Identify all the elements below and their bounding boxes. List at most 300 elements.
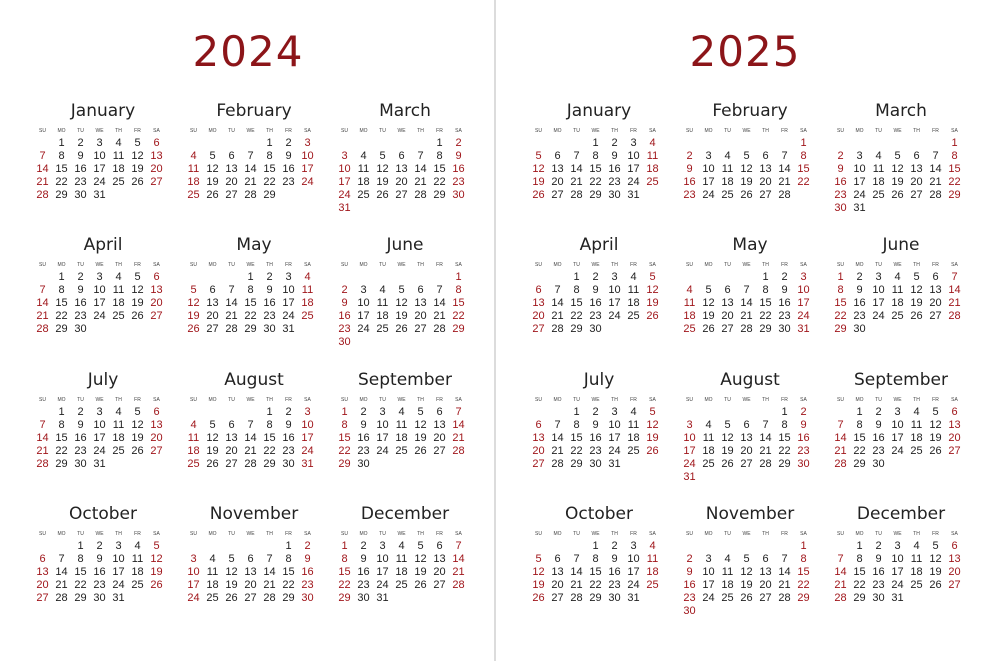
day-number: 26 (187, 323, 200, 335)
day-number: 28 (263, 592, 276, 604)
day-number: 9 (875, 419, 882, 431)
day-number: 23 (93, 579, 106, 591)
day-number: 12 (206, 432, 219, 444)
day-number: 6 (228, 150, 235, 162)
day-number: 2 (285, 137, 292, 149)
day-number: 20 (225, 176, 238, 188)
day-number: 14 (551, 432, 564, 444)
day-number: 18 (395, 566, 408, 578)
day-number: 25 (301, 310, 314, 322)
day-number: 6 (535, 419, 542, 431)
day-number: 28 (778, 189, 791, 201)
week-row (529, 176, 669, 189)
day-number: 4 (913, 540, 920, 552)
day-number: 21 (778, 176, 791, 188)
day-number: 25 (206, 592, 219, 604)
day-number: 23 (301, 579, 314, 591)
day-number: 25 (872, 189, 885, 201)
day-number: 31 (797, 323, 810, 335)
day-number: 20 (948, 566, 961, 578)
day-number: 21 (759, 445, 772, 457)
month-name: March (875, 101, 927, 121)
week-row (680, 284, 820, 297)
day-number: 10 (683, 432, 696, 444)
day-number: 23 (74, 176, 87, 188)
weekday-label: WE (246, 128, 255, 134)
day-number: 18 (646, 163, 659, 175)
week-row (831, 189, 971, 202)
week-row (831, 540, 971, 553)
day-number: 26 (395, 323, 408, 335)
day-number: 1 (573, 406, 580, 418)
day-number: 17 (872, 297, 885, 309)
day-number: 20 (206, 310, 219, 322)
day-number: 11 (131, 553, 144, 565)
day-number: 2 (592, 271, 599, 283)
day-number: 1 (573, 271, 580, 283)
weekday-label: TU (379, 128, 386, 134)
day-number: 3 (611, 406, 618, 418)
day-number: 15 (778, 432, 791, 444)
weekday-label: TU (379, 531, 386, 537)
day-number: 29 (589, 592, 602, 604)
day-number: 23 (589, 310, 602, 322)
day-number: 18 (683, 310, 696, 322)
day-number: 30 (853, 323, 866, 335)
day-number: 25 (395, 579, 408, 591)
day-number: 17 (627, 566, 640, 578)
day-number: 24 (357, 323, 370, 335)
day-number: 3 (341, 150, 348, 162)
day-number: 15 (452, 297, 465, 309)
day-number: 6 (743, 419, 750, 431)
day-number: 2 (686, 150, 693, 162)
weekday-header (529, 260, 669, 271)
week-row (529, 271, 669, 284)
day-number: 8 (58, 150, 65, 162)
day-number: 27 (532, 323, 545, 335)
day-number: 4 (360, 150, 367, 162)
day-number: 18 (627, 432, 640, 444)
day-number: 22 (74, 579, 87, 591)
day-number: 17 (301, 163, 314, 175)
day-number: 16 (338, 310, 351, 322)
day-number: 27 (551, 592, 564, 604)
week-row (184, 323, 324, 336)
day-number: 22 (589, 579, 602, 591)
day-number: 3 (630, 137, 637, 149)
day-number: 4 (894, 271, 901, 283)
day-number: 10 (112, 553, 125, 565)
day-number: 8 (58, 419, 65, 431)
day-number: 11 (206, 566, 219, 578)
day-number: 31 (627, 189, 640, 201)
weekday-label: MO (57, 531, 66, 537)
weekday-label: TH (913, 262, 920, 268)
week-row (335, 189, 475, 202)
day-number: 9 (837, 163, 844, 175)
day-number: 13 (551, 163, 564, 175)
weekday-label: TH (417, 128, 424, 134)
weekday-label: SA (153, 262, 160, 268)
week-row (335, 406, 475, 419)
day-number: 7 (39, 284, 46, 296)
weekday-label: SU (190, 531, 197, 537)
month-name: August (720, 370, 780, 390)
week-row (335, 579, 475, 592)
weekday-label: SU (190, 128, 197, 134)
day-number: 20 (150, 163, 163, 175)
day-number: 18 (357, 176, 370, 188)
weekday-label: SU (341, 531, 348, 537)
week-row (680, 310, 820, 323)
day-number: 23 (853, 310, 866, 322)
week-row (680, 458, 820, 471)
day-number: 6 (153, 137, 160, 149)
month-october-2024 (33, 501, 173, 604)
day-number: 11 (721, 566, 734, 578)
day-number: 28 (948, 310, 961, 322)
day-number: 9 (266, 284, 273, 296)
week-row (529, 406, 669, 419)
day-number: 5 (379, 150, 386, 162)
weekday-label: FR (781, 262, 788, 268)
day-number: 28 (570, 592, 583, 604)
day-number: 2 (592, 406, 599, 418)
weekday-label: TU (379, 262, 386, 268)
day-number: 4 (724, 150, 731, 162)
day-number: 13 (721, 297, 734, 309)
day-number: 22 (797, 579, 810, 591)
day-number: 7 (266, 553, 273, 565)
day-number: 5 (649, 406, 656, 418)
day-number: 11 (683, 297, 696, 309)
day-number: 9 (856, 284, 863, 296)
day-number: 4 (630, 271, 637, 283)
day-number: 16 (263, 297, 276, 309)
day-number: 13 (433, 419, 446, 431)
day-number: 23 (589, 445, 602, 457)
day-number: 11 (187, 432, 200, 444)
day-number: 12 (891, 163, 904, 175)
month-december-2024 (335, 501, 475, 604)
day-number: 6 (724, 284, 731, 296)
weekday-label: WE (893, 262, 902, 268)
day-number: 13 (150, 284, 163, 296)
day-grid (529, 529, 669, 605)
day-number: 27 (740, 458, 753, 470)
day-number: 15 (570, 432, 583, 444)
day-number: 3 (875, 271, 882, 283)
day-number: 10 (702, 566, 715, 578)
day-number: 12 (131, 419, 144, 431)
day-number: 15 (338, 432, 351, 444)
day-number: 10 (891, 553, 904, 565)
day-grid (680, 529, 820, 618)
day-grid (529, 260, 669, 336)
weekday-header (680, 126, 820, 137)
day-number: 1 (800, 540, 807, 552)
day-number: 26 (740, 592, 753, 604)
weekday-label: WE (742, 531, 751, 537)
month-name: December (856, 504, 946, 524)
day-number: 16 (589, 297, 602, 309)
day-number: 13 (532, 297, 545, 309)
weekday-label: FR (630, 397, 637, 403)
day-number: 18 (112, 297, 125, 309)
day-number: 10 (872, 284, 885, 296)
weekday-label: TU (228, 397, 235, 403)
weekday-label: TH (611, 262, 618, 268)
day-grid (33, 529, 173, 605)
day-number: 22 (778, 445, 791, 457)
day-number: 8 (592, 150, 599, 162)
day-number: 9 (686, 566, 693, 578)
day-number: 16 (608, 163, 621, 175)
day-number: 9 (875, 553, 882, 565)
weekday-header (184, 395, 324, 406)
month-name: October (68, 504, 138, 524)
day-number: 31 (301, 458, 314, 470)
week-row (831, 566, 971, 579)
day-number: 25 (721, 592, 734, 604)
day-number: 29 (74, 592, 87, 604)
day-number: 15 (589, 163, 602, 175)
day-number: 24 (891, 579, 904, 591)
day-number: 23 (608, 176, 621, 188)
weekday-label: MO (208, 397, 217, 403)
day-number: 5 (932, 540, 939, 552)
weekday-header (529, 126, 669, 137)
day-number: 19 (646, 297, 659, 309)
weekday-label: TU (724, 397, 731, 403)
weekday-header (184, 529, 324, 540)
day-number: 27 (414, 323, 427, 335)
week-row (33, 592, 173, 605)
week-row (33, 323, 173, 336)
day-number: 30 (683, 605, 696, 617)
day-number: 16 (683, 579, 696, 591)
week-row (335, 271, 475, 284)
day-number: 29 (948, 189, 961, 201)
day-number: 17 (853, 176, 866, 188)
weekday-label: TH (762, 128, 769, 134)
day-number: 1 (837, 271, 844, 283)
day-number: 16 (93, 566, 106, 578)
week-row (831, 323, 971, 336)
day-number: 28 (759, 458, 772, 470)
day-number: 13 (948, 419, 961, 431)
day-number: 13 (206, 297, 219, 309)
weekday-header (831, 260, 971, 271)
day-number: 2 (285, 406, 292, 418)
day-number: 29 (263, 458, 276, 470)
weekday-label: WE (591, 128, 600, 134)
month-name: June (882, 235, 920, 255)
day-number: 25 (131, 579, 144, 591)
week-row (33, 553, 173, 566)
day-number: 18 (910, 432, 923, 444)
day-number: 24 (872, 310, 885, 322)
month-february-2025 (680, 98, 820, 201)
day-number: 6 (247, 553, 254, 565)
day-number: 10 (301, 419, 314, 431)
weekday-label: SU (341, 397, 348, 403)
weekday-label: MO (208, 531, 217, 537)
day-number: 13 (150, 419, 163, 431)
day-number: 19 (206, 176, 219, 188)
day-number: 20 (150, 297, 163, 309)
day-number: 17 (282, 297, 295, 309)
day-number: 18 (187, 176, 200, 188)
day-number: 24 (797, 310, 810, 322)
day-number: 17 (683, 445, 696, 457)
day-number: 29 (570, 323, 583, 335)
day-number: 28 (36, 458, 49, 470)
weekday-header (529, 395, 669, 406)
day-number: 16 (797, 432, 810, 444)
day-number: 24 (683, 458, 696, 470)
day-number: 8 (341, 553, 348, 565)
day-number: 5 (535, 553, 542, 565)
weekday-label: WE (246, 531, 255, 537)
day-number: 10 (93, 150, 106, 162)
day-number: 29 (570, 458, 583, 470)
day-number: 19 (702, 310, 715, 322)
day-number: 4 (913, 406, 920, 418)
day-number: 19 (414, 432, 427, 444)
day-number: 4 (190, 150, 197, 162)
day-number: 6 (762, 150, 769, 162)
day-number: 9 (781, 284, 788, 296)
weekday-label: TU (573, 262, 580, 268)
day-number: 16 (872, 432, 885, 444)
day-number: 24 (93, 445, 106, 457)
weekday-label: WE (591, 262, 600, 268)
day-number: 1 (341, 540, 348, 552)
day-number: 8 (573, 284, 580, 296)
day-number: 21 (414, 176, 427, 188)
weekday-label: TH (115, 397, 122, 403)
weekday-label: MO (57, 262, 66, 268)
month-name: July (583, 370, 615, 390)
day-number: 5 (134, 406, 141, 418)
day-number: 12 (225, 566, 238, 578)
weekday-label: SA (153, 397, 160, 403)
day-number: 18 (206, 579, 219, 591)
week-row (831, 297, 971, 310)
day-number: 29 (55, 189, 68, 201)
day-number: 28 (778, 592, 791, 604)
day-number: 26 (532, 592, 545, 604)
day-grid (680, 395, 820, 484)
month-name: February (712, 101, 788, 121)
day-number: 6 (398, 150, 405, 162)
day-number: 6 (932, 271, 939, 283)
year-title-2024: 2024 (192, 27, 304, 76)
month-name: June (386, 235, 424, 255)
week-row (335, 323, 475, 336)
month-name: September (854, 370, 948, 390)
day-number: 26 (376, 189, 389, 201)
day-number: 30 (452, 189, 465, 201)
day-number: 5 (743, 553, 750, 565)
day-number: 20 (225, 445, 238, 457)
weekday-label: FR (134, 531, 141, 537)
day-number: 1 (285, 540, 292, 552)
day-number: 3 (96, 271, 103, 283)
weekday-header (335, 126, 475, 137)
weekday-label: TU (228, 128, 235, 134)
weekday-label: MO (208, 262, 217, 268)
day-number: 29 (589, 189, 602, 201)
weekday-label: WE (95, 531, 104, 537)
month-name: December (360, 504, 450, 524)
week-row (680, 592, 820, 605)
day-number: 16 (282, 163, 295, 175)
day-number: 10 (187, 566, 200, 578)
day-number: 16 (282, 432, 295, 444)
day-grid (33, 395, 173, 471)
day-number: 30 (589, 323, 602, 335)
weekday-label: TU (228, 262, 235, 268)
day-number: 10 (608, 284, 621, 296)
day-grid (184, 260, 324, 336)
weekday-header (831, 395, 971, 406)
day-number: 20 (910, 176, 923, 188)
day-number: 20 (551, 579, 564, 591)
day-number: 6 (535, 284, 542, 296)
day-number: 6 (951, 540, 958, 552)
day-number: 16 (357, 432, 370, 444)
day-number: 24 (338, 189, 351, 201)
day-number: 17 (891, 566, 904, 578)
day-number: 15 (797, 163, 810, 175)
day-number: 17 (891, 432, 904, 444)
day-number: 5 (417, 406, 424, 418)
day-number: 23 (683, 592, 696, 604)
day-number: 1 (762, 271, 769, 283)
day-number: 12 (532, 566, 545, 578)
day-number: 15 (263, 432, 276, 444)
weekday-label: SA (455, 262, 462, 268)
day-number: 21 (36, 176, 49, 188)
week-row (184, 579, 324, 592)
day-number: 12 (702, 297, 715, 309)
week-row (335, 163, 475, 176)
day-number: 3 (894, 406, 901, 418)
day-number: 1 (58, 271, 65, 283)
day-number: 27 (244, 592, 257, 604)
day-number: 31 (891, 592, 904, 604)
day-number: 8 (951, 150, 958, 162)
day-number: 19 (740, 176, 753, 188)
week-row (33, 566, 173, 579)
day-number: 10 (93, 419, 106, 431)
week-row (680, 553, 820, 566)
weekday-label: TU (875, 262, 882, 268)
day-number: 2 (686, 553, 693, 565)
weekday-label: MO (359, 531, 368, 537)
day-number: 26 (131, 176, 144, 188)
weekday-header (184, 260, 324, 271)
day-number: 9 (360, 419, 367, 431)
day-number: 11 (112, 284, 125, 296)
weekday-header (335, 260, 475, 271)
day-number: 25 (910, 579, 923, 591)
weekday-label: FR (630, 531, 637, 537)
day-number: 22 (433, 176, 446, 188)
